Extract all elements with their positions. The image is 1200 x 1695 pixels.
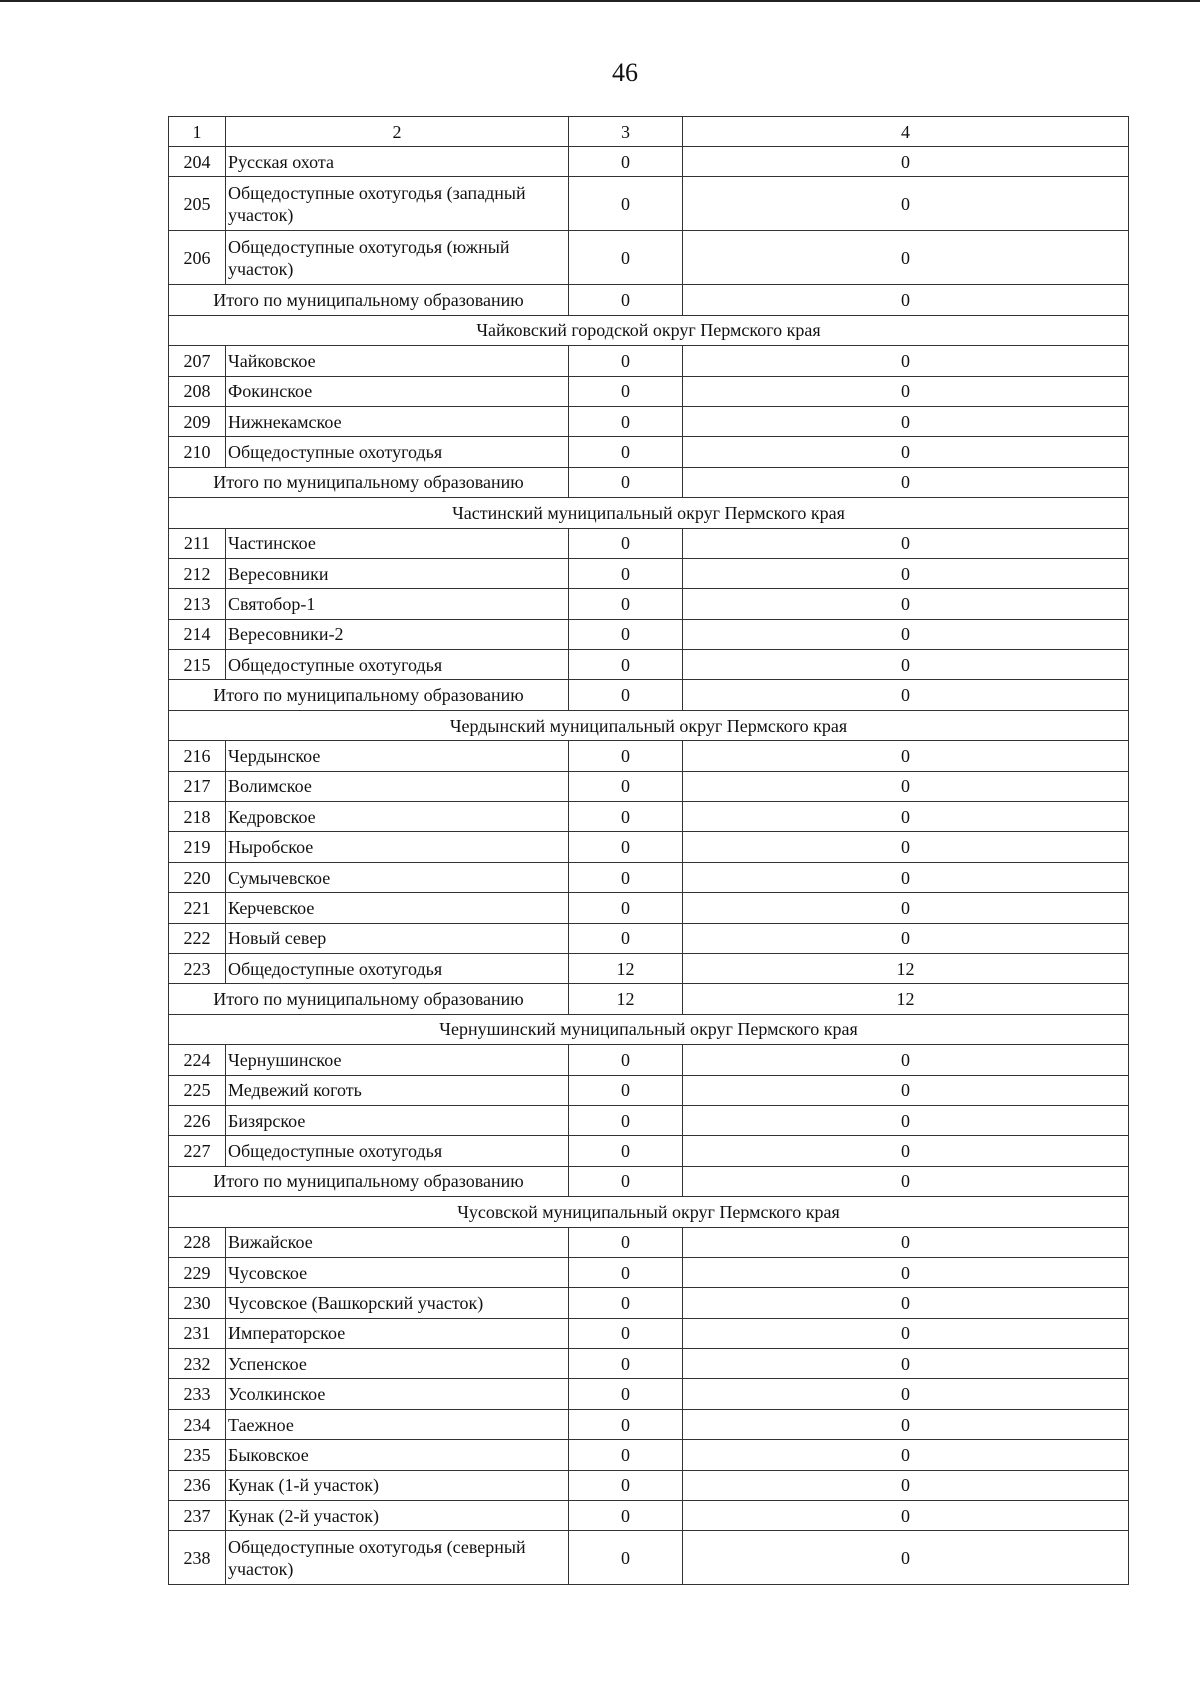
row-name: Вижайское xyxy=(226,1227,569,1257)
row-col-3-value: 0 xyxy=(569,346,683,376)
section-title: Чусовской муниципальный округ Пермского края xyxy=(169,1197,1129,1227)
row-col-3-value: 0 xyxy=(569,1136,683,1166)
row-name: Общедоступные охотугодья (северный участок) xyxy=(226,1531,569,1585)
table-row xyxy=(169,1045,1129,1075)
section-header-row xyxy=(169,315,1129,345)
section-header-row xyxy=(169,498,1129,528)
total-label: Итого по муниципальному образованию xyxy=(169,1166,569,1196)
row-name: Частинское xyxy=(226,528,569,558)
row-number: 216 xyxy=(169,741,226,771)
total-col-4-value: 12 xyxy=(683,984,1129,1014)
row-col-4-value: 0 xyxy=(683,1531,1129,1585)
total-col-4-value: 0 xyxy=(683,285,1129,315)
row-col-3-value: 0 xyxy=(569,1075,683,1105)
top-border-line xyxy=(0,0,1200,2)
row-number: 226 xyxy=(169,1105,226,1135)
row-col-3-value: 0 xyxy=(569,437,683,467)
row-number: 210 xyxy=(169,437,226,467)
table-row xyxy=(169,832,1129,862)
row-col-4-value: 0 xyxy=(683,832,1129,862)
total-col-3-value: 0 xyxy=(569,467,683,497)
table-row xyxy=(169,1470,1129,1500)
table-row xyxy=(169,1105,1129,1135)
row-col-4-value: 0 xyxy=(683,1045,1129,1075)
total-label: Итого по муниципальному образованию xyxy=(169,467,569,497)
row-name: Бизярское xyxy=(226,1105,569,1135)
section-title: Частинский муниципальный округ Пермского края xyxy=(169,498,1129,528)
row-col-3-value: 0 xyxy=(569,528,683,558)
table-row xyxy=(169,953,1129,983)
row-col-4-value: 0 xyxy=(683,346,1129,376)
row-col-4-value: 0 xyxy=(683,741,1129,771)
row-name: Чайковское xyxy=(226,346,569,376)
row-number: 228 xyxy=(169,1227,226,1257)
row-col-4-value: 0 xyxy=(683,528,1129,558)
table-row xyxy=(169,1531,1129,1585)
section-title: Чайковский городской округ Пермского края xyxy=(169,315,1129,345)
table-row xyxy=(169,1257,1129,1287)
row-number: 238 xyxy=(169,1531,226,1585)
section-title: Чердынский муниципальный округ Пермского края xyxy=(169,710,1129,740)
row-name: Императорское xyxy=(226,1318,569,1348)
row-name: Усолкинское xyxy=(226,1379,569,1409)
total-col-3-value: 0 xyxy=(569,285,683,315)
row-number: 237 xyxy=(169,1501,226,1531)
row-col-3-value: 0 xyxy=(569,862,683,892)
table-row xyxy=(169,771,1129,801)
row-number: 208 xyxy=(169,376,226,406)
row-col-3-value: 0 xyxy=(569,558,683,588)
table-row xyxy=(169,231,1129,285)
table-row xyxy=(169,1288,1129,1318)
row-col-4-value: 0 xyxy=(683,1470,1129,1500)
table-row xyxy=(169,558,1129,588)
row-name: Общедоступные охотугодья xyxy=(226,437,569,467)
row-col-3-value: 0 xyxy=(569,1045,683,1075)
row-col-4-value: 0 xyxy=(683,376,1129,406)
row-number: 225 xyxy=(169,1075,226,1105)
row-number: 217 xyxy=(169,771,226,801)
row-col-4-value: 0 xyxy=(683,1227,1129,1257)
row-col-4-value: 0 xyxy=(683,558,1129,588)
table-row xyxy=(169,893,1129,923)
table-row xyxy=(169,406,1129,436)
row-col-4-value: 0 xyxy=(683,1075,1129,1105)
row-col-4-value: 0 xyxy=(683,1409,1129,1439)
total-col-4-value: 0 xyxy=(683,680,1129,710)
row-col-4-value: 0 xyxy=(683,893,1129,923)
table-header-row xyxy=(169,117,1129,147)
table-row xyxy=(169,1075,1129,1105)
row-name: Вересовники-2 xyxy=(226,619,569,649)
total-row xyxy=(169,680,1129,710)
row-col-4-value: 0 xyxy=(683,802,1129,832)
row-name: Медвежий коготь xyxy=(226,1075,569,1105)
row-number: 205 xyxy=(169,177,226,231)
total-row xyxy=(169,467,1129,497)
row-name: Быковское xyxy=(226,1440,569,1470)
row-col-3-value: 0 xyxy=(569,376,683,406)
table-row xyxy=(169,177,1129,231)
row-col-3-value: 0 xyxy=(569,1288,683,1318)
row-name: Общедоступные охотугодья xyxy=(226,1136,569,1166)
row-col-3-value: 0 xyxy=(569,619,683,649)
row-col-3-value: 0 xyxy=(569,771,683,801)
row-col-4-value: 0 xyxy=(683,1349,1129,1379)
row-number: 222 xyxy=(169,923,226,953)
total-label: Итого по муниципальному образованию xyxy=(169,680,569,710)
row-name: Таежное xyxy=(226,1409,569,1439)
row-col-3-value: 0 xyxy=(569,147,683,177)
table-row xyxy=(169,741,1129,771)
section-header-row xyxy=(169,1014,1129,1044)
row-name: Общедоступные охотугодья xyxy=(226,953,569,983)
page-number: 46 xyxy=(612,58,638,87)
row-number: 209 xyxy=(169,406,226,436)
row-col-4-value: 0 xyxy=(683,589,1129,619)
row-number: 221 xyxy=(169,893,226,923)
row-name: Кедровское xyxy=(226,802,569,832)
row-col-3-value: 0 xyxy=(569,231,683,285)
row-number: 231 xyxy=(169,1318,226,1348)
row-number: 233 xyxy=(169,1379,226,1409)
section-title: Чернушинский муниципальный округ Пермского края xyxy=(169,1014,1129,1044)
row-col-3-value: 0 xyxy=(569,1440,683,1470)
row-number: 230 xyxy=(169,1288,226,1318)
row-number: 224 xyxy=(169,1045,226,1075)
table-row xyxy=(169,1501,1129,1531)
table-row xyxy=(169,528,1129,558)
total-col-4-value: 0 xyxy=(683,467,1129,497)
row-number: 204 xyxy=(169,147,226,177)
row-col-3-value: 0 xyxy=(569,1227,683,1257)
row-name: Успенское xyxy=(226,1349,569,1379)
row-name: Волимское xyxy=(226,771,569,801)
row-number: 234 xyxy=(169,1409,226,1439)
row-col-4-value: 0 xyxy=(683,1136,1129,1166)
row-number: 236 xyxy=(169,1470,226,1500)
header-col-4: 4 xyxy=(683,117,1129,147)
row-number: 229 xyxy=(169,1257,226,1287)
row-col-4-value: 0 xyxy=(683,177,1129,231)
row-col-3-value: 0 xyxy=(569,406,683,436)
table-row xyxy=(169,376,1129,406)
table-row xyxy=(169,1379,1129,1409)
total-col-4-value: 0 xyxy=(683,1166,1129,1196)
row-col-4-value: 0 xyxy=(683,1379,1129,1409)
row-number: 235 xyxy=(169,1440,226,1470)
row-name: Кунак (1-й участок) xyxy=(226,1470,569,1500)
row-col-4-value: 0 xyxy=(683,1105,1129,1135)
row-number: 206 xyxy=(169,231,226,285)
row-name: Русская охота xyxy=(226,147,569,177)
table-row xyxy=(169,346,1129,376)
total-row xyxy=(169,984,1129,1014)
row-col-3-value: 0 xyxy=(569,1379,683,1409)
row-name: Чусовское xyxy=(226,1257,569,1287)
table-row xyxy=(169,923,1129,953)
table-row xyxy=(169,619,1129,649)
table-row xyxy=(169,1409,1129,1439)
row-col-4-value: 0 xyxy=(683,650,1129,680)
row-col-3-value: 0 xyxy=(569,1501,683,1531)
row-number: 215 xyxy=(169,650,226,680)
row-col-4-value: 0 xyxy=(683,1501,1129,1531)
table-row xyxy=(169,437,1129,467)
table-row xyxy=(169,650,1129,680)
row-name: Чусовское (Вашкорский участок) xyxy=(226,1288,569,1318)
row-number: 213 xyxy=(169,589,226,619)
total-label: Итого по муниципальному образованию xyxy=(169,984,569,1014)
row-col-3-value: 0 xyxy=(569,1105,683,1135)
row-name: Общедоступные охотугодья (южный участок) xyxy=(226,231,569,285)
row-name: Вересовники xyxy=(226,558,569,588)
row-col-4-value: 0 xyxy=(683,771,1129,801)
row-number: 223 xyxy=(169,953,226,983)
row-col-3-value: 12 xyxy=(569,953,683,983)
table-row xyxy=(169,1227,1129,1257)
row-col-3-value: 0 xyxy=(569,923,683,953)
row-col-4-value: 0 xyxy=(683,1440,1129,1470)
row-number: 232 xyxy=(169,1349,226,1379)
row-col-4-value: 0 xyxy=(683,437,1129,467)
row-col-3-value: 0 xyxy=(569,741,683,771)
data-table xyxy=(168,116,1129,1585)
row-col-4-value: 0 xyxy=(683,147,1129,177)
row-col-4-value: 0 xyxy=(683,1288,1129,1318)
table-row xyxy=(169,1440,1129,1470)
row-col-3-value: 0 xyxy=(569,1470,683,1500)
row-col-3-value: 0 xyxy=(569,893,683,923)
table-row xyxy=(169,147,1129,177)
table-row xyxy=(169,1318,1129,1348)
row-number: 218 xyxy=(169,802,226,832)
row-name: Святобор-1 xyxy=(226,589,569,619)
row-name: Чердынское xyxy=(226,741,569,771)
row-number: 214 xyxy=(169,619,226,649)
row-col-3-value: 0 xyxy=(569,1318,683,1348)
row-number: 211 xyxy=(169,528,226,558)
row-name: Общедоступные охотугодья (западный участок) xyxy=(226,177,569,231)
table-row xyxy=(169,589,1129,619)
total-col-3-value: 0 xyxy=(569,680,683,710)
row-col-3-value: 0 xyxy=(569,802,683,832)
table-row xyxy=(169,862,1129,892)
total-label: Итого по муниципальному образованию xyxy=(169,285,569,315)
row-name: Нижнекамское xyxy=(226,406,569,436)
total-col-3-value: 12 xyxy=(569,984,683,1014)
row-name: Фокинское xyxy=(226,376,569,406)
row-number: 220 xyxy=(169,862,226,892)
row-col-4-value: 0 xyxy=(683,862,1129,892)
section-header-row xyxy=(169,1197,1129,1227)
section-header-row xyxy=(169,710,1129,740)
row-name: Сумычевское xyxy=(226,862,569,892)
row-col-3-value: 0 xyxy=(569,177,683,231)
row-number: 227 xyxy=(169,1136,226,1166)
row-name: Чернушинское xyxy=(226,1045,569,1075)
row-col-4-value: 12 xyxy=(683,953,1129,983)
header-col-1: 1 xyxy=(169,117,226,147)
row-number: 207 xyxy=(169,346,226,376)
table-row xyxy=(169,1136,1129,1166)
row-col-4-value: 0 xyxy=(683,619,1129,649)
table-row xyxy=(169,1349,1129,1379)
row-name: Керчевское xyxy=(226,893,569,923)
row-col-3-value: 0 xyxy=(569,1257,683,1287)
row-col-4-value: 0 xyxy=(683,231,1129,285)
total-row xyxy=(169,1166,1129,1196)
row-number: 219 xyxy=(169,832,226,862)
row-col-4-value: 0 xyxy=(683,923,1129,953)
table-row xyxy=(169,802,1129,832)
total-row xyxy=(169,285,1129,315)
header-col-3: 3 xyxy=(569,117,683,147)
row-col-3-value: 0 xyxy=(569,1409,683,1439)
header-col-2: 2 xyxy=(226,117,569,147)
row-col-3-value: 0 xyxy=(569,1531,683,1585)
row-name: Кунак (2-й участок) xyxy=(226,1501,569,1531)
row-col-4-value: 0 xyxy=(683,406,1129,436)
row-name: Ныробское xyxy=(226,832,569,862)
row-col-4-value: 0 xyxy=(683,1257,1129,1287)
row-name: Общедоступные охотугодья xyxy=(226,650,569,680)
row-col-3-value: 0 xyxy=(569,589,683,619)
row-col-3-value: 0 xyxy=(569,1349,683,1379)
row-col-3-value: 0 xyxy=(569,650,683,680)
row-col-4-value: 0 xyxy=(683,1318,1129,1348)
row-col-3-value: 0 xyxy=(569,832,683,862)
row-number: 212 xyxy=(169,558,226,588)
total-col-3-value: 0 xyxy=(569,1166,683,1196)
row-name: Новый север xyxy=(226,923,569,953)
